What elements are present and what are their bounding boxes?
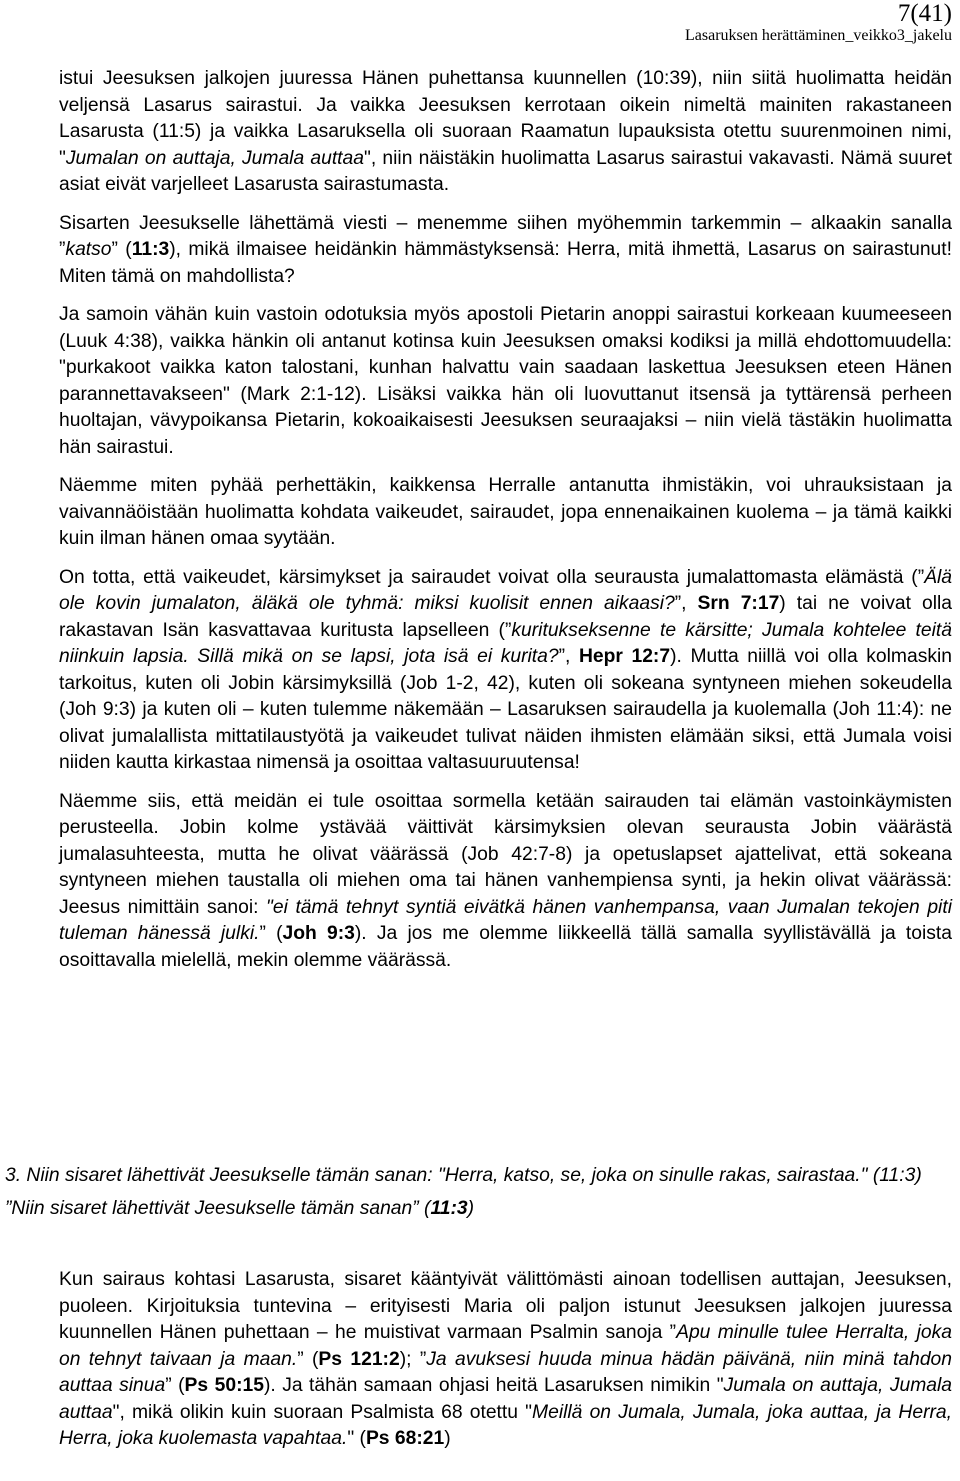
text-run: Näemme miten pyhää perhettäkin, kaikkensa Herralle antanutta ihmistäkin, voi uhrauksistaan ja vaivannäöistään huolimatta kohdata vaikeudet, sairaudet, jopa ennenaikainen kuolema – ja tämä kaikki kuin ilman hänen omaa syytään. [59,475,952,549]
text-run: istui Jeesuksen jalkojen juuressa Hänen puhettansa kuunnellen (10:39), niin siitä huolimatta heidän veljensä Lasarus sairastui. Ja vaikka Jeesuksen kerrotaan oikein nimeltä mainiten rakastaneen Lasarusta (11:5) ja vaikka Lasaruksella oli suoraan Raamatun lupauksista otettu suurenmoinen nimi, " [59,68,952,169]
italic-text: "ei tämä tehnyt syntiä eivätkä hänen vanhempansa, vaan Jumalan tekojen piti tuleman hänessä julki. [59,896,952,944]
bible-reference: Joh 9:3 [282,923,355,944]
text-run: ” ( [297,1348,319,1370]
italic-text: Apu minulle tulee Herralta, joka on tehnyt taivaan ja maan. [59,1322,952,1370]
bible-reference: Srn 7:17 [697,593,780,614]
page-header [685,0,952,45]
subheading-text: ”Niin sisaret lähettivät Jeesukselle tämän sanan” ( [5,1197,431,1219]
italic-text: katso [65,239,112,260]
text-run: ", niin näistäkin huolimatta Lasarus sairastui vakavasti. Nämä suuret asiat eivät varjelleet Lasarusta sairastumasta. [59,147,953,195]
text-run: " ( [347,1428,366,1449]
paragraph-2 [59,211,952,291]
text-run: ” ( [165,1375,185,1396]
text-run: Kun sairaus kohtasi Lasarusta, sisaret kääntyivät välittömästi ainoan todellisen auttajan, Jeesuksen, puoleen. Kirjoituksia tuntevina – erityisesti Maria oli paljon istunut Jeesuksen jalkojen juuressa kuunnellen Hänen puhettaan – he muistivat varmaan Psalmin sanoja ” [59,1269,952,1343]
italic-text: Jumala on auttaja, Jumala auttaa [59,1375,953,1423]
text-run: ) [444,1428,451,1449]
text-run: ”, [558,646,579,667]
paragraph-3 [59,302,952,461]
paragraph-4 [59,473,952,553]
italic-text: Älä ole kovin jumalaton, äläkä ole tyhmä: miksi kuolisit ennen aikaasi? [59,566,952,614]
bible-reference: Hepr 12:7 [578,646,671,667]
text-run: Näemme siis, että meidän ei tule osoittaa sormella ketään sairauden tai elämän vastoinkäymisten perusteella. Jobin kolme ystävää väittivät kärsimyksien olevan seurausta Jobin väärästä jumalasuhteesta, mutta he olivat väärässä (Job 42:7-8) ja opetuslapset ajattelivat, että sokeana syntyneen miehen taustalla oli miehen oma tai hänen vanhempiensa synti, ja hekin olivat väärässä: Jeesus nimittäin sanoi: [59,790,952,918]
paragraph-5 [59,565,952,777]
section-subheading [5,1196,950,1223]
italic-text: Meillä on Jumala, Jumala, joka auttaa, ja Herra, Herra, joka kuolemasta vapahtaa. [59,1401,953,1449]
paragraph-1 [59,66,952,199]
italic-text: Ja avuksesi huuda minua hädän päivänä, niin minä tahdon auttaa sinua [59,1348,952,1396]
text-run: ); ” [399,1348,427,1370]
text-run: ), mikä ilmaisee heidänkin hämmästyksensä: Herra, mitä ihmettä, Lasarus on sairastunut! Miten tämä on mahdollista? [59,239,952,287]
paragraph-7 [59,1267,952,1453]
bible-reference: Ps 121:2 [318,1348,400,1370]
text-run: ). Mutta niillä voi olla kolmaskin tarkoitus, kuten oli Jobin kärsimyksillä (Job 1-2, 42), kuten oli sokeana syntyneen miehen sokeudella (Joh 9:3) ja kuten oli – kuten tulemme näkemään – Lasaruksen sairaudella ja kuolemalla (Joh 11:4): ne olivat jumalallista mittatilaustyötä ja vaikeudet tulivat näiden ihmisten elämään siksi, että Jumala voisi niiden kautta kirkastaa nimensä ja osoittaa valtasuuruutensa! [59,646,952,773]
page-number: 7(41) [897,0,952,27]
bible-reference: 11:3 [430,1197,468,1219]
paragraph-6 [59,789,952,975]
bible-reference: 11:3 [131,239,170,260]
subheading-close: ) [467,1197,475,1219]
italic-text: Jumalan on auttaja, Jumala auttaa [65,147,364,169]
text-run: ” ( [111,239,132,260]
bible-reference: Ps 50:15 [184,1375,264,1396]
text-run: ”, [674,593,698,614]
italic-text: kuritukseksenne te kärsitte; Jumala kohtelee teitä niinkuin lapsia. Sillä mikä on se lapsi, jota isä ei kurita? [59,619,952,667]
text-run: Sisarten Jeesukselle lähettämä viesti – menemme siihen myöhemmin tarkemmin – alkaakin sanalla ” [59,212,952,260]
text-run: Ja samoin vähän kuin vastoin odotuksia myös apostoli Pietarin anoppi sairastui korkeaan kuumeeseen (Luuk 4:38), vaikka hänkin oli antanut kotinsa kuin Jeesuksen omaksi kodiksi ja millä ehdottomuudella: "purkakoot vaikka katon talostani, kunhan halvattu vain saadaan laskettua Jeesuksen eteen Hänen parannettavakseen" (Mark 2:1-12). Lisäksi vaikka hän oli luovuttanut itsensä ja tyttärensä perheen huoltajan, vävypoikansa Pietarin, kokoaikaisesti Jeesuksen seuraajaksi – niin vielä tästäkin huolimatta hän sairastui. [59,304,952,458]
section-heading: 3. Niin sisaret lähettivät Jeesukselle tämän sanan: "Herra, katso, se, joka on sinulle rakas, sairastaa." (11:3) [5,1165,922,1186]
text-run: ” ( [259,923,283,944]
text-run: ). Ja jos me olemme liikkeellä tällä samalla syyllistävällä ja toista osoittavalla mielellä, mekin olemme väärässä. [59,923,953,971]
text-run: ). Ja tähän samaan ohjasi heitä Lasaruksen nimikin " [263,1375,724,1396]
bible-reference: Ps 68:21 [365,1428,445,1449]
text-run: ", mikä olikin kuin suoraan Psalmista 68 otettu " [112,1401,533,1423]
section-heading-block [5,1163,950,1222]
document-body [59,66,952,986]
document-name: Lasaruksen herättäminen_veikko3_jakelu [684,27,952,44]
text-run: On totta, että vaikeudet, kärsimykset ja sairaudet voivat olla seurausta jumalattomasta elämästä (” [59,566,925,588]
text-run: ) tai ne voivat olla rakastavan Isän kasvattavaa kuritusta lapselleen (” [59,593,952,641]
